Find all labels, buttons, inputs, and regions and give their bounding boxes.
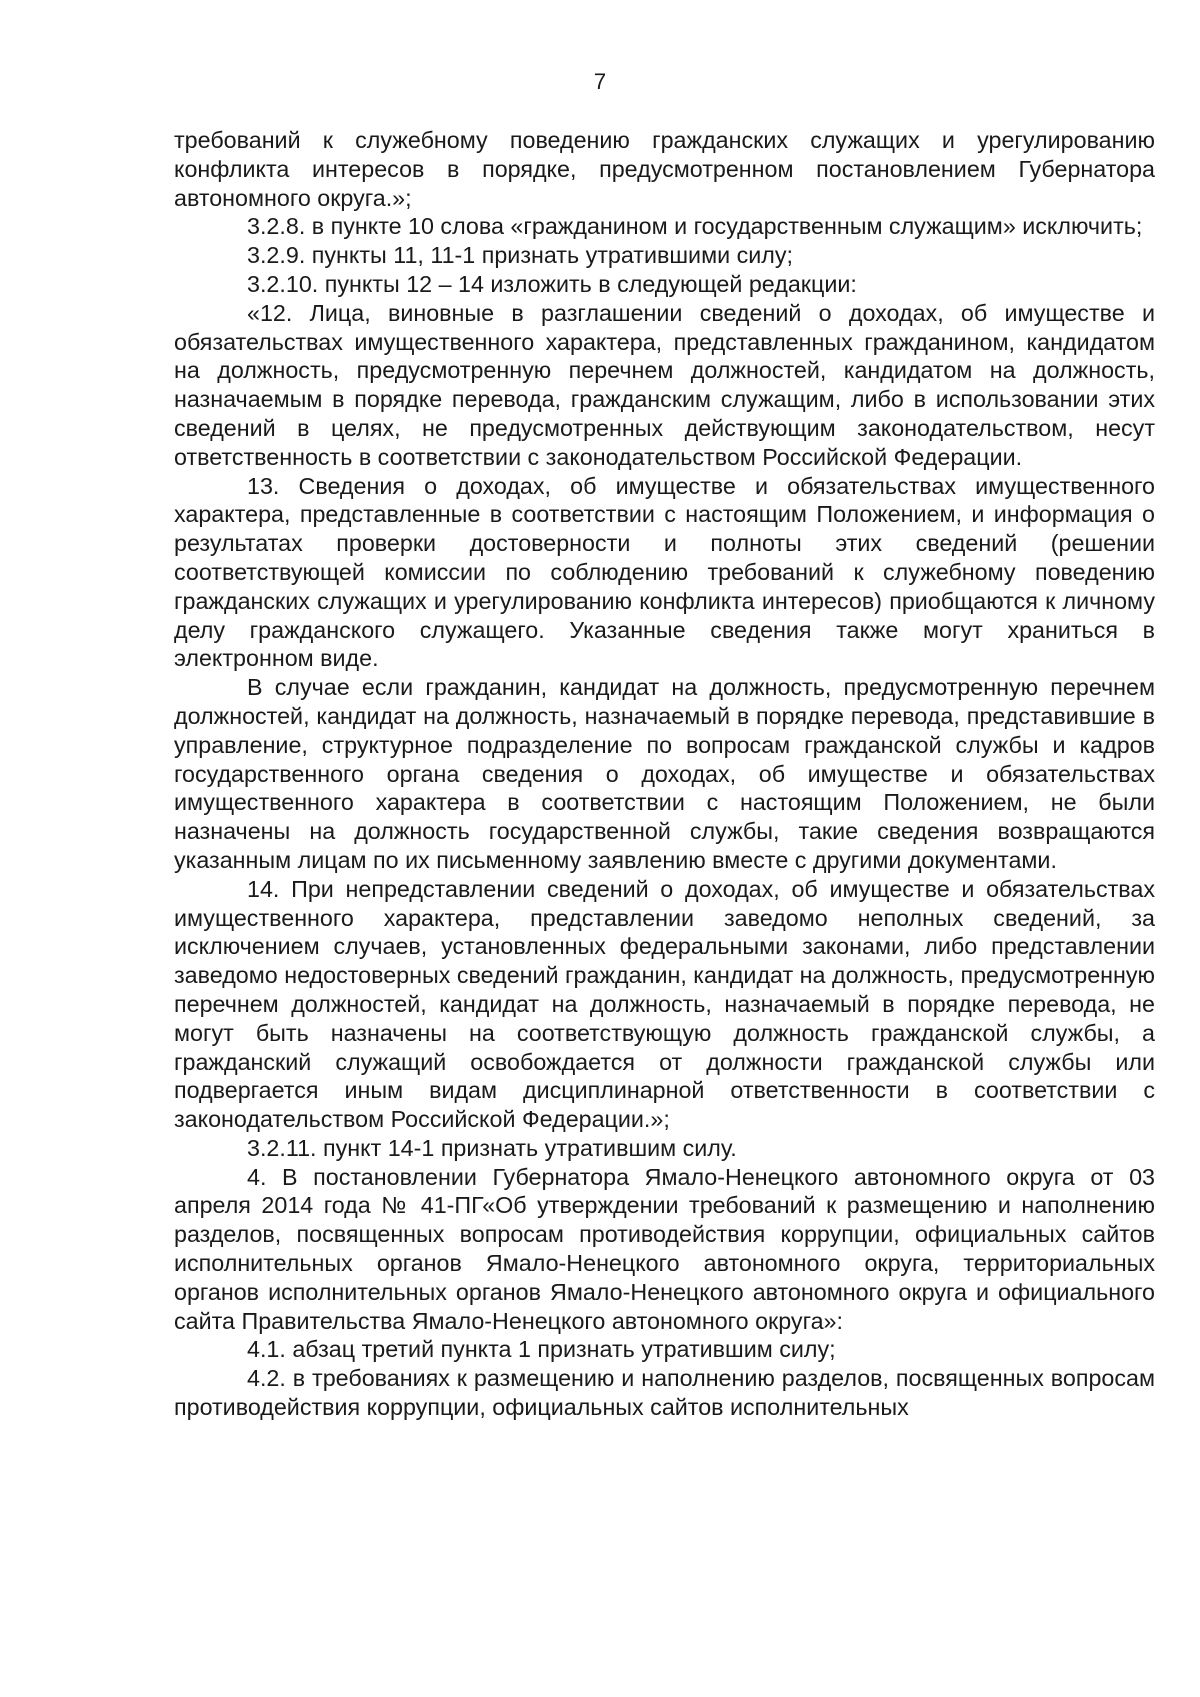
page-number: 7: [593, 69, 607, 94]
paragraph-3-2-8: 3.2.8. в пункте 10 слова «гражданином и государственным служащим» исключить;: [247, 213, 1143, 240]
paragraph-3-2-9: 3.2.9. пункты 11, 11-1 признать утратившими силу;: [247, 242, 793, 269]
paragraph-continuation: требований к служебному поведению гражданских служащих и урегулированию конфликта интересов в порядке, предусмотренном постановлением Губернатора автономного округа.»;: [174, 127, 1155, 211]
paragraph-3-2-10: 3.2.10. пункты 12 – 14 изложить в следующей редакции:: [247, 270, 857, 297]
paragraph-4-2: 4.2. в требованиях к размещению и наполнению разделов, посвященных вопросам противодействия коррупции, официальных сайтов исполнительных: [174, 1365, 1155, 1421]
paragraph-section-4: 4. В постановлении Губернатора Ямало-Ненецкого автономного округа от 03 апреля 2014 года № 41-ПГ«Об утверждении требований к размещению и наполнению разделов, посвященных вопросам противодействия коррупции, официальных сайтов исполнительных органов Ямало-Ненецкого автономного округа, территориальных органов исполнительных органов Ямало-Ненецкого автономного округа и официального сайта Правительства Ямало-Ненецкого автономного округа»:: [174, 1163, 1155, 1334]
paragraph-item-13-return: В случае если гражданин, кандидат на должность, предусмотренную перечнем должностей, кандидат на должность, назначаемый в порядке перевода, представившие в управление, структурное подразделение по вопросам гражданской службы и кадров государственного органа сведения о доходах, об имуществе и обязательствах имущественного характера в соответствии с настоящим Положением, не были назначены на должность государственной службы, такие сведения возвращаются указанным лицам по их письменному заявлению вместе с другими документами.: [174, 674, 1155, 873]
paragraph-item-13: 13. Сведения о доходах, об имуществе и обязательствах имущественного характера, представленные в соответствии с настоящим Положением, и информация о результатах проверки достоверности и полноты этих сведений (решении соответствующей комиссии по соблюдению требований к служебному поведению гражданских служащих и урегулированию конфликта интересов) приобщаются к личному делу гражданского служащего. Указанные сведения также могут храниться в электронном виде.: [174, 472, 1155, 672]
paragraph-3-2-11: 3.2.11. пункт 14-1 признать утратившим силу.: [247, 1134, 737, 1161]
paragraph-item-14: 14. При непредставлении сведений о доходах, об имуществе и обязательствах имущественного характера, представлении заведомо неполных сведений, за исключением случаев, установленных федеральными законами, либо представлении заведомо недостоверных сведений гражданин, кандидат на должность, предусмотренную перечнем должностей, кандидат на должность, назначаемый в порядке перевода, не могут быть назначены на соответствующую должность гражданской службы, а гражданский служащий освобождается от должности гражданской службы или подвергается иным видам дисциплинарной ответственности в соответствии с законодательством Российской Федерации.»;: [174, 875, 1155, 1133]
paragraph-4-1: 4.1. абзац третий пункта 1 признать утратившим силу;: [247, 1336, 836, 1363]
paragraph-item-12: «12. Лица, виновные в разглашении сведений о доходах, об имуществе и обязательствах имущественного характера, представленных гражданином, кандидатом на должность, предусмотренную перечнем должностей, кандидатом на должность, назначаемым в порядке перевода, гражданским служащим, либо в использовании этих сведений в целях, не предусмотренных действующим законодательством, несут ответственность в соответствии с законодательством Российской Федерации.: [174, 299, 1155, 470]
document-body: [174, 126, 1155, 1422]
